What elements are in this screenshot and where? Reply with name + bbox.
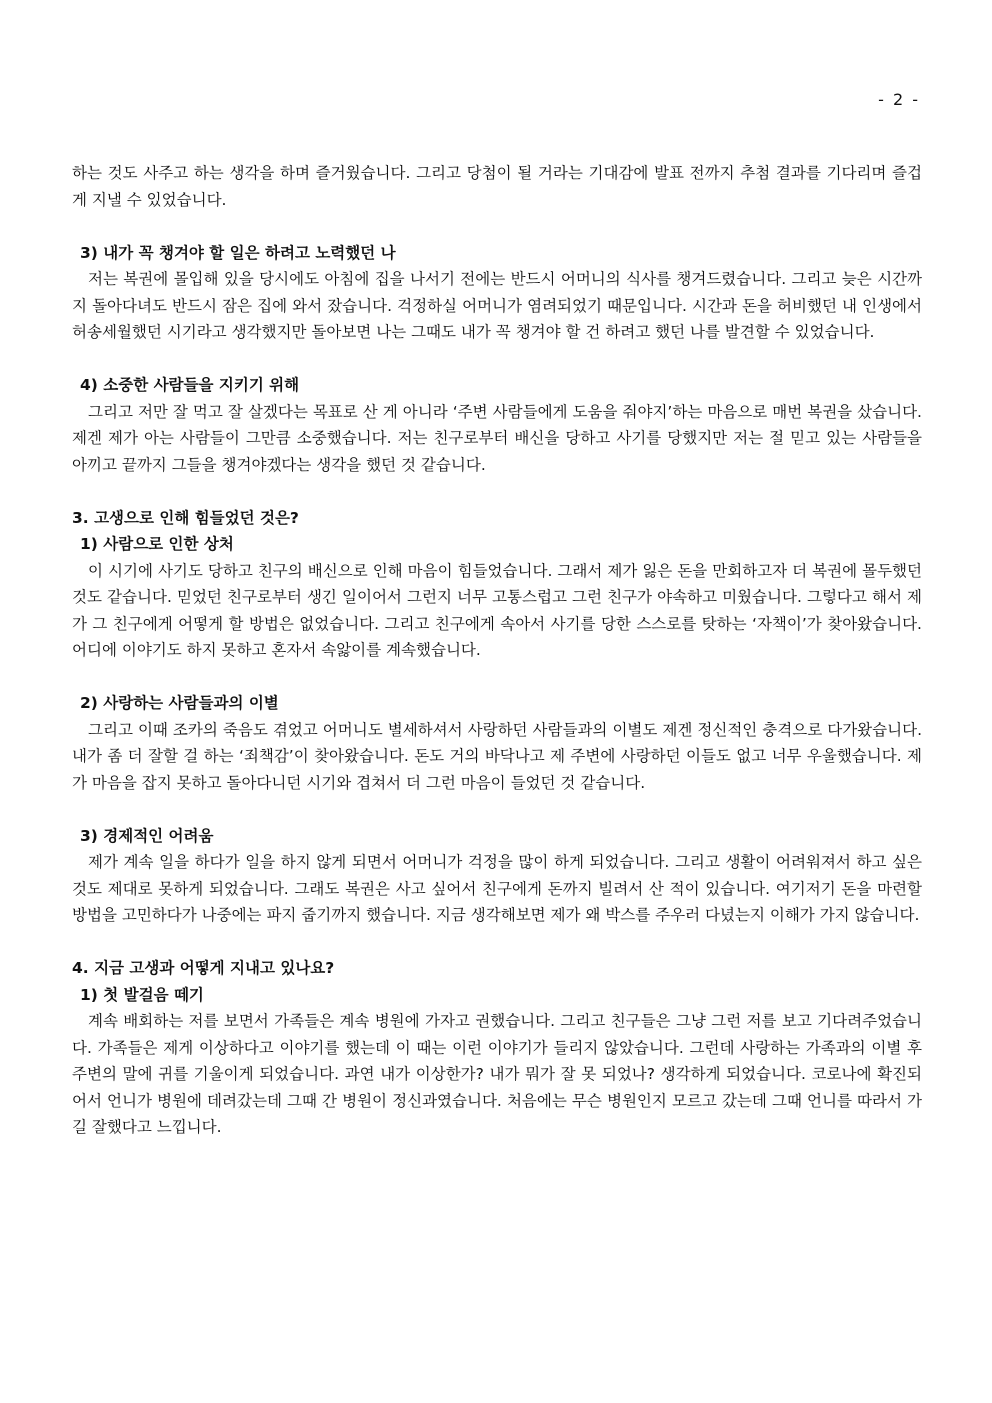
subsection-body: 이 시기에 사기도 당하고 친구의 배신으로 인해 마음이 힘들었습니다. 그래서 제가 잃은 돈을 만회하고자 더 복권에 몰두했던 것도 같습니다. 믿었던 친구로부터 생긴 일이어서 그런지 너무 고통스럽고 그런 친구가 야속하고 미웠습니다. 그렇다고 해서 제가 그 친구에게 어떻게 할 방법은 없었습니다. 그리고 친구에게 속아서 사기를 당한 스스로를 탓하는 ‘자책이’가 찾아왔습니다. 어디에 이야기도 하지 못하고 혼자서 속앓이를 계속했습니다. — [72, 561, 922, 659]
intro-paragraph: 하는 것도 사주고 하는 생각을 하며 즐거웠습니다. 그리고 당첨이 될 거라는 기대감에 발표 전까지 추첨 결과를 기다리며 즐겁게 지낼 수 있었습니다. — [72, 164, 922, 209]
subsection-heading: 2) 사랑하는 사람들과의 이별 — [80, 694, 279, 712]
page-number: - 2 - — [878, 90, 920, 109]
section-heading: 4. 지금 고생과 어떻게 지내고 있나요? — [72, 959, 335, 977]
subsection-body: 그리고 저만 잘 먹고 잘 살겠다는 목표로 산 게 아니라 ‘주변 사람들에게 도움을 줘야지’하는 마음으로 매번 복권을 샀습니다. 제겐 제가 아는 사람들이 그만큼 소중했습니다. 저는 친구로부터 배신을 당하고 사기를 당했지만 저는 절 믿고 있는 사람들을 아끼고 끝까지 그들을 챙겨야겠다는 생각을 했던 것 같습니다. — [72, 402, 922, 474]
spacer — [72, 213, 922, 240]
spacer — [72, 796, 922, 823]
subsection-body: 제가 계속 일을 하다가 일을 하지 않게 되면서 어머니가 걱정을 많이 하게 되었습니다. 그리고 생활이 어려워져서 하고 싶은 것도 제대로 못하게 되었습니다. 그래도 복권은 사고 싶어서 친구에게 돈까지 빌려서 산 적이 있습니다. 여기저기 돈을 마련할 방법을 고민하다가 나중에는 파지 줍기까지 했습니다. 지금 생각해보면 제가 왜 박스를 주우러 다녔는지 이해가 가지 않습니다. — [72, 853, 922, 924]
subsection-body: 계속 배회하는 저를 보면서 가족들은 계속 병원에 가자고 권했습니다. 그리고 친구들은 그냥 그런 저를 보고 기다려주었습니다. 가족들은 제게 이상하다고 이야기를 했는데 이 때는 이런 이야기가 들리지 않았습니다. 그런데 사랑하는 가족과의 이별 후 주변의 말에 귀를 기울이게 되었습니다. 과연 내가 이상한가? 내가 뭐가 잘 못 되었나? 생각하게 되었습니다. 코로나에 확진되어서 언니가 병원에 데려갔는데 그때 간 병원이 정신과였습니다. 처음에는 무슨 병원인지 모르고 갔는데 그때 언니를 따라서 가길 잘했다고 느낍니다. — [72, 1012, 922, 1136]
subsection-heading: 3) 경제적인 어려움 — [80, 826, 214, 845]
section-heading: 3. 고생으로 인해 힘들었던 것은? — [72, 508, 299, 527]
subsection-heading: 1) 첫 발걸음 떼기 — [80, 985, 204, 1004]
spacer — [72, 346, 922, 373]
subsection-heading: 1) 사람으로 인한 상처 — [80, 535, 234, 553]
subsection-body: 그리고 이때 조카의 죽음도 겪었고 어머니도 별세하셔서 사랑하던 사람들과의 이별도 제겐 정신적인 충격으로 다가왔습니다. 내가 좀 더 잘할 걸 하는 ‘죄책감’이 찾아왔습니다. 돈도 거의 바닥나고 제 주변에 사랑하던 이들도 없고 너무 우울했습니다. 제가 마음을 잡지 못하고 돌아다니던 시기와 겹쳐서 더 그런 마음이 들었던 것 같습니다. — [72, 720, 922, 792]
document-body — [72, 160, 922, 1141]
subsection-heading: 3) 내가 꼭 챙겨야 할 일은 하려고 노력했던 나 — [80, 243, 396, 262]
spacer — [72, 478, 922, 505]
spacer — [72, 929, 922, 956]
subsection-heading: 4) 소중한 사람들을 지키기 위해 — [80, 376, 300, 394]
spacer — [72, 664, 922, 691]
subsection-body: 저는 복권에 몰입해 있을 당시에도 아침에 집을 나서기 전에는 반드시 어머니의 식사를 챙겨드렸습니다. 그리고 늦은 시간까지 돌아다녀도 반드시 잠은 집에 와서 잤습니다. 걱정하실 어머니가 염려되었기 때문입니다. 시간과 돈을 허비했던 내 인생에서 허송세월했던 시기라고 생각했지만 돌아보면 나는 그때도 내가 꼭 챙겨야 할 건 하려고 했던 나를 발견할 수 있었습니다. — [72, 270, 922, 341]
